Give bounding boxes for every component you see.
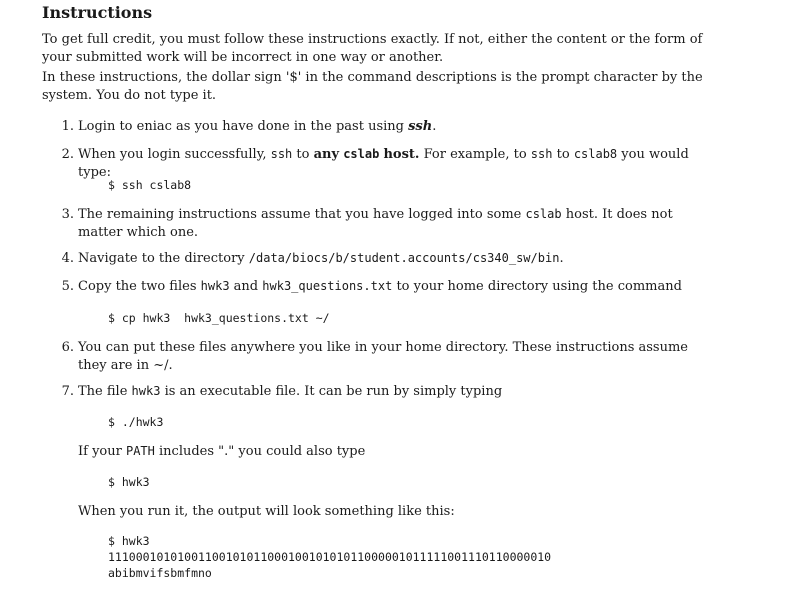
step-7-number: 7. [61,384,74,399]
step-5-command: $ cp hwk3 hwk3_questions.txt ~/ [108,311,330,325]
step-7-path-note: If your PATH includes "." you could also type [78,444,366,459]
step-7-command-run: $ ./hwk3 [108,415,164,429]
sample-output-line-3: abibmvifsbmfmno [108,566,212,580]
step-7-text: The file hwk3 is an executable file. It can be run by simply typing [78,384,503,399]
step-2-number: 2. [61,147,74,162]
step-6-number: 6. [61,340,74,355]
step-4-text: Navigate to the directory /data/biocs/b/student.accounts/cs340_sw/bin. [78,251,564,266]
step-3-text: The remaining instructions assume that you have logged into some cslab host. It does not matter which one. [78,207,673,240]
step-5-number: 5. [61,279,74,294]
intro-paragraph-2: In these instructions, the dollar sign '$' in the command descriptions is the prompt character by the system. You do not type it. [42,70,703,103]
step-6-text: You can put these files anywhere you like in your home directory. These instructions assume they are in ~/. [78,340,688,373]
step-5-text: Copy the two files hwk3 and hwk3_questions.txt to your home directory using the command [78,279,682,294]
step-4-number: 4. [61,251,74,266]
step-2-text: When you login successfully, ssh to any cslab host. For example, to ssh to cslab8 you would type: [78,147,689,180]
sample-output-line-2: 1110001010100110010101100010010101011000001011111001110110000010 [108,550,552,564]
step-1-text: Login to eniac as you have done in the past using ssh. [78,119,437,134]
step-7-command-path: $ hwk3 [108,475,150,489]
intro-paragraph-1: To get full credit, you must follow these instructions exactly. If not, either the content or the form of your submitted work will be incorrect in one way or another. [42,32,703,65]
step-2-command: $ ssh cslab8 [108,178,192,192]
sample-output-line-1: $ hwk3 [108,534,150,548]
step-1-number: 1. [61,119,74,134]
page-title: Instructions [42,3,153,22]
step-7-output-note: When you run it, the output will look something like this: [78,504,455,519]
step-3-number: 3. [61,207,74,222]
